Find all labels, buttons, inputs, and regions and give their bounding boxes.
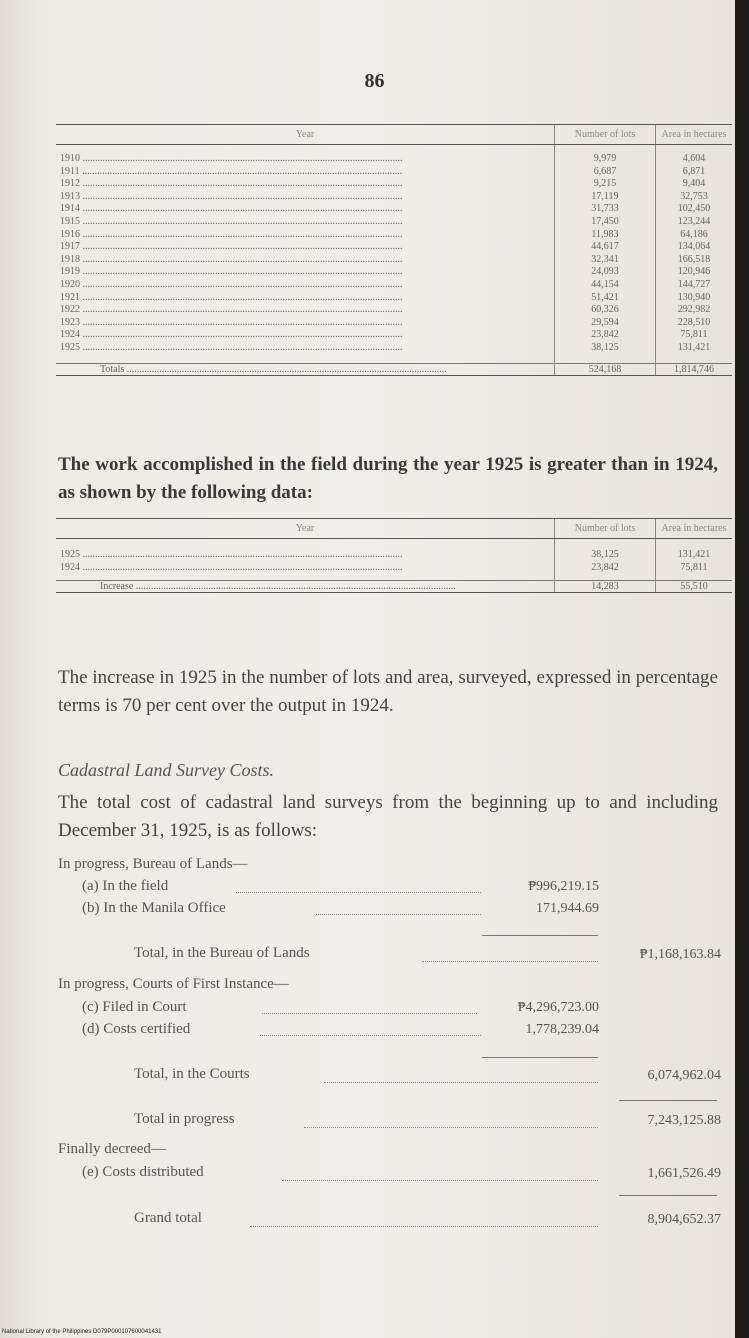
table-row-lots: 44,154 xyxy=(591,278,619,290)
paragraph-work-accomplished: The work accomplished in the field during the year 1925 is greater than in 1924, as shown by the following data: xyxy=(58,454,718,503)
leader-dots xyxy=(304,1127,598,1128)
table-row-year: 1924 ..... xyxy=(60,562,550,575)
table-row-year: 1918 ..... xyxy=(60,254,550,267)
table-row-year: 1922 ..... xyxy=(60,304,550,317)
courts-header: In progress, Courts of First Instance— xyxy=(58,976,289,992)
table-row-lots: 29,594 xyxy=(591,316,619,328)
table2-header-year: Year xyxy=(56,519,555,539)
table-row-area: 134,064 xyxy=(677,241,711,253)
leader-dots xyxy=(236,892,481,893)
table-row-lots: 60,326 xyxy=(591,304,619,316)
table-row-area: 166,518 xyxy=(677,253,711,265)
total-rule xyxy=(619,1100,717,1101)
table-row-area: 292,982 xyxy=(677,304,711,316)
cost-e-label: (e) Costs distributed xyxy=(82,1164,204,1180)
subtotal-rule xyxy=(482,935,598,936)
table-row-lots: 44,617 xyxy=(591,241,619,253)
cost-c-label: (c) Filed in Court xyxy=(82,999,187,1015)
table-row-area: 64,186 xyxy=(680,228,708,240)
table-row-lots: 9,215 xyxy=(593,178,617,190)
table1-total-area: 1,814,746 xyxy=(656,363,733,375)
cost-b-label: (b) In the Manila Office xyxy=(82,900,226,916)
grand-total-label: Grand total xyxy=(134,1210,202,1226)
table-row-lots: 51,421 xyxy=(591,291,619,303)
table-row-area: 120,946 xyxy=(677,266,711,278)
table-row-area: 75,811 xyxy=(680,561,708,573)
table-row-year: 1921 ..... xyxy=(60,292,550,305)
leader-dots xyxy=(324,1082,598,1083)
progress-total-label: Total in progress xyxy=(134,1111,235,1127)
survey-table-by-year xyxy=(56,124,732,376)
table2-lots-column xyxy=(555,539,656,581)
table-row-year: 1920 ..... xyxy=(60,279,550,292)
bureau-total-amount: ₱1,168,163.84 xyxy=(639,947,721,962)
table1-header-year: Year xyxy=(56,125,555,145)
table2-increase-area: 55,510 xyxy=(656,581,733,593)
table-row-area: 9,404 xyxy=(682,178,706,190)
table1-header-area: Area in hectares xyxy=(656,125,733,145)
table-row-area: 131,421 xyxy=(677,549,711,560)
table-row-area: 130,940 xyxy=(677,291,711,303)
subtotal-rule xyxy=(482,1057,598,1058)
table1-area-column xyxy=(656,145,733,364)
leader-dots xyxy=(422,961,598,962)
table-row-year: 1925 ..... xyxy=(60,549,550,562)
table-row-year: 1923 ..... xyxy=(60,317,550,330)
cost-a-label: (a) In the field xyxy=(82,878,169,894)
paragraph-total-cost: The total cost of cadastral land surveys from the beginning up to and including December 31, 1925, is as follows: xyxy=(58,792,718,841)
page-number: 86 xyxy=(364,70,385,92)
table1-year-column xyxy=(56,145,555,364)
table1-total-lots: 524,168 xyxy=(555,363,656,375)
page-edge-shadow xyxy=(735,0,749,1338)
leader-dots xyxy=(316,914,481,915)
table-row-year: 1912 ..... xyxy=(60,178,550,191)
table-row-year: 1917 ..... xyxy=(60,241,550,254)
leader-dots xyxy=(250,1226,598,1227)
paragraph-increase: The increase in 1925 in the number of lots and area, surveyed, expressed in percentage terms is 70 per cent over the output in 1924. xyxy=(58,667,718,716)
table2-increase-lots: 14,283 xyxy=(555,581,656,593)
table-row-lots: 23,842 xyxy=(591,329,619,341)
table-row-year: 1910 ..... xyxy=(60,153,550,166)
table-row-area: 32,753 xyxy=(680,190,708,202)
table-row-year: 1913 ..... xyxy=(60,191,550,204)
table2-header-area: Area in hectares xyxy=(656,519,733,539)
cost-b-amount: 171,944.69 xyxy=(536,901,599,916)
table-row-lots: 9,979 xyxy=(593,153,617,164)
decreed-header: Finally decreed— xyxy=(58,1141,166,1157)
table-row-lots: 38,125 xyxy=(591,549,619,560)
table2-increase-label: Increase ..... xyxy=(56,581,555,593)
table-row-lots: 6,687 xyxy=(593,165,617,177)
progress-total-amount: 7,243,125.88 xyxy=(647,1113,721,1128)
table-row-year: 1925 ..... xyxy=(60,342,550,355)
table-row-area: 123,244 xyxy=(677,215,711,227)
cost-d-label: (d) Costs certified xyxy=(82,1021,191,1037)
table-row-year: 1919 ..... xyxy=(60,266,550,279)
courts-total-label: Total, in the Courts xyxy=(134,1066,250,1082)
cost-c-amount: ₱4,296,723.00 xyxy=(517,1000,599,1015)
library-footer: National Library of the Philippines D079P000107600041431 xyxy=(2,1329,162,1335)
table-row-lots: 17,450 xyxy=(591,215,619,227)
table-row-lots: 17,119 xyxy=(591,190,619,202)
table-row-year: 1914 ..... xyxy=(60,203,550,216)
table1-total-row xyxy=(56,363,732,375)
table1-lots-column xyxy=(555,145,656,364)
table-row-area: 131,421 xyxy=(677,341,711,353)
table-row-year: 1916 ..... xyxy=(60,229,550,242)
leader-dots xyxy=(260,1035,481,1036)
table-row-lots: 11,983 xyxy=(591,228,619,240)
table-row-area: 6,871 xyxy=(682,165,706,177)
total-rule xyxy=(619,1195,717,1196)
table-row-area: 4,604 xyxy=(682,153,706,164)
table2-year-column xyxy=(56,539,555,581)
grand-total-amount: 8,904,652.37 xyxy=(647,1212,721,1227)
table-row-area: 102,450 xyxy=(677,203,711,215)
bureau-total-label: Total, in the Bureau of Lands xyxy=(134,945,310,961)
cost-e-amount: 1,661,526.49 xyxy=(647,1166,721,1181)
table2-increase-row xyxy=(56,581,732,593)
table2-area-column xyxy=(656,539,733,581)
table-row-lots: 24,093 xyxy=(591,266,619,278)
table-row-lots: 23,842 xyxy=(591,561,619,573)
comparison-table xyxy=(56,518,732,593)
cost-a-amount: ₱996,219.15 xyxy=(528,879,599,894)
table-row-year: 1924 ..... xyxy=(60,329,550,342)
leader-dots xyxy=(282,1180,598,1181)
table1-header-lots: Number of lots xyxy=(555,125,656,145)
table-row-area: 144,727 xyxy=(677,278,711,290)
leader-dots xyxy=(262,1013,477,1014)
bureau-header: In progress, Bureau of Lands— xyxy=(58,856,248,872)
table-row-area: 75,811 xyxy=(680,329,708,341)
table1-total-label: Totals ..... xyxy=(56,363,555,375)
cost-d-amount: 1,778,239.04 xyxy=(525,1022,599,1037)
table-row-lots: 32,341 xyxy=(591,253,619,265)
table-row-year: 1915 ..... xyxy=(60,216,550,229)
section-heading-costs: Cadastral Land Survey Costs. xyxy=(58,760,275,780)
table-row-year: 1911 ..... xyxy=(60,166,550,179)
table-row-lots: 38,125 xyxy=(591,341,619,353)
courts-total-amount: 6,074,962.04 xyxy=(647,1068,721,1083)
table2-header-lots: Number of lots xyxy=(555,519,656,539)
table-row-lots: 31,733 xyxy=(591,203,619,215)
table-row-area: 228,510 xyxy=(677,316,711,328)
